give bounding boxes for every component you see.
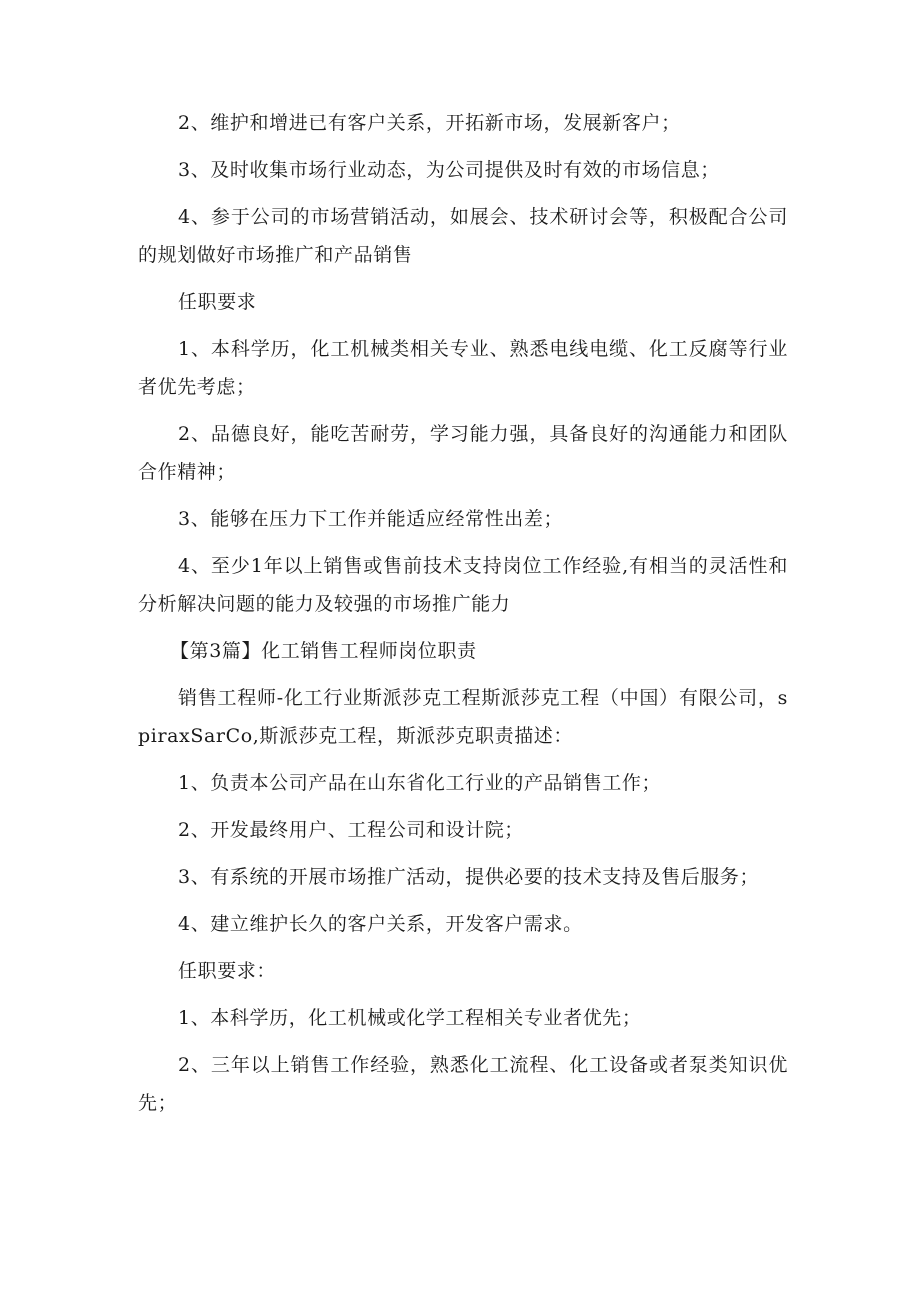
paragraph-requirement-1: 1、本科学历，化工机械类相关专业、熟悉电线电缆、化工反腐等行业者优先考虑； xyxy=(138,338,788,398)
paragraph-duty-4: 4、参于公司的市场营销活动，如展会、技术研讨会等，积极配合公司的规划做好市场推广和产品销售 xyxy=(138,206,788,266)
article-title: 【第3篇】化工销售工程师岗位职责 xyxy=(170,640,477,662)
section-heading-requirements-2: 任职要求： xyxy=(178,960,277,982)
section-heading-requirements: 任职要求 xyxy=(178,291,257,313)
paragraph-requirement-4: 4、至少1年以上销售或售前技术支持岗位工作经验,有相当的灵活性和分析解决问题的能力及较强的市场推广能力 xyxy=(138,555,788,615)
paragraph-job-duty-3: 3、有系统的开展市场推广活动，提供必要的技术支持及售后服务； xyxy=(178,866,760,888)
paragraph-duty-2: 2、维护和增进已有客户关系，开拓新市场，发展新客户； xyxy=(178,112,681,134)
paragraph-job-duty-2: 2、开发最终用户、工程公司和设计院； xyxy=(178,819,524,841)
paragraph-job-duty-4: 4、建立维护长久的客户关系，开发客户需求。 xyxy=(178,913,583,935)
document-body xyxy=(138,104,788,1131)
paragraph-job-duty-1: 1、负责本公司产品在山东省化工行业的产品销售工作； xyxy=(178,772,662,794)
paragraph-company-intro: 销售工程师-化工行业斯派莎克工程斯派莎克工程（中国）有限公司，spiraxSarCo,斯派莎克工程，斯派莎克职责描述： xyxy=(138,687,788,747)
paragraph-duty-3: 3、及时收集市场行业动态，为公司提供及时有效的市场信息； xyxy=(178,159,720,181)
paragraph-requirement-3: 3、能够在压力下工作并能适应经常性出差； xyxy=(178,508,564,530)
paragraph-job-requirement-1: 1、本科学历，化工机械或化学工程相关专业者优先； xyxy=(178,1007,642,1029)
paragraph-job-requirement-2: 2、三年以上销售工作经验，熟悉化工流程、化工设备或者泵类知识优先； xyxy=(138,1054,788,1114)
paragraph-requirement-2: 2、品德良好，能吃苦耐劳，学习能力强，具备良好的沟通能力和团队合作精神； xyxy=(138,423,788,483)
